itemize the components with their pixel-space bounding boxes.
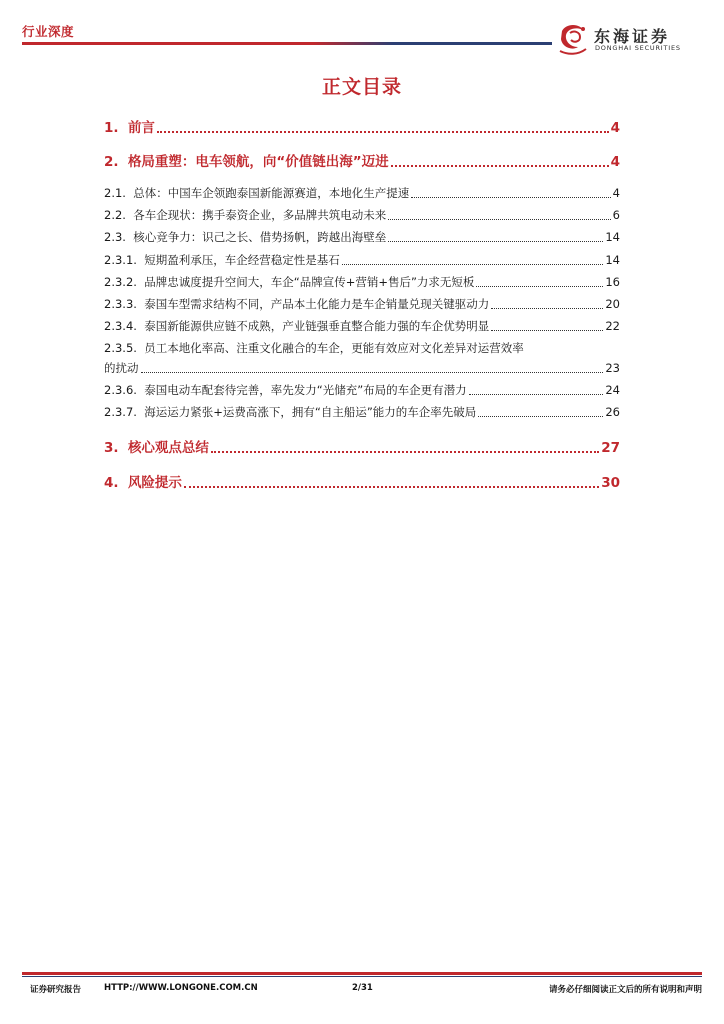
- header-rule: [22, 42, 552, 45]
- toc-item-2-3-5[interactable]: [104, 360, 620, 376]
- toc-page: 14: [605, 253, 620, 267]
- toc-leader: [184, 486, 599, 488]
- toc-label: 泰国新能源供应链不成熟，产业链强垂直整合能力强的车企优势明显: [144, 319, 490, 333]
- toc-label: 短期盈利承压，车企经营稳定性是基石: [144, 253, 340, 267]
- toc-item-2-2[interactable]: [104, 207, 620, 223]
- toc-page: 4: [612, 186, 620, 200]
- toc-number: 2.3.3.: [104, 297, 137, 311]
- toc-label: 风险提示: [127, 475, 182, 491]
- toc-label: 海运运力紧张+运费高涨下，拥有“自主船运”能力的车企率先破局: [144, 405, 477, 419]
- toc-label-continued: 的扰动: [104, 361, 139, 375]
- toc-page: 27: [601, 440, 620, 456]
- toc-label: 泰国电动车配套待完善，率先发力“光储充”布局的车企更有潜力: [144, 383, 467, 397]
- toc-number: 2.3.7.: [104, 405, 137, 419]
- logo-english-name: DONGHAI SECURITIES: [595, 44, 681, 52]
- toc-leader: [342, 264, 604, 265]
- toc-number: 2.3.2.: [104, 275, 137, 289]
- toc-leader: [157, 131, 609, 133]
- footer-report-label: 证券研究报告: [30, 985, 82, 995]
- toc-number: 2.3.1.: [104, 253, 137, 267]
- toc-item-2-3-3[interactable]: [104, 296, 620, 312]
- toc-item-4[interactable]: [104, 471, 620, 491]
- toc-leader: [388, 241, 603, 242]
- toc-label: 总体：中国车企领跑泰国新能源赛道，本地化生产提速: [133, 186, 410, 200]
- toc-page: 22: [605, 319, 620, 333]
- toc-number: 2.3.5.: [104, 341, 137, 355]
- toc-page: 30: [601, 475, 620, 491]
- toc-number: 1.: [104, 120, 119, 136]
- toc-item-2-3-2[interactable]: [104, 274, 620, 290]
- toc-item-2-3-7[interactable]: [104, 404, 620, 420]
- toc-item-2[interactable]: [104, 150, 620, 170]
- page-title: 正文目录: [321, 76, 402, 98]
- toc-page: 24: [605, 383, 620, 397]
- toc-leader: [491, 330, 603, 331]
- toc-label: 泰国车型需求结构不同，产品本土化能力是车企销量兑现关键驱动力: [144, 297, 490, 311]
- toc-page: 14: [605, 230, 620, 244]
- toc-leader: [411, 197, 610, 198]
- company-logo: [556, 21, 706, 57]
- toc-leader: [211, 451, 599, 453]
- toc-page: 4: [610, 120, 620, 136]
- toc-leader: [476, 286, 603, 287]
- toc-page: 4: [610, 154, 620, 170]
- toc-page: 6: [612, 208, 620, 222]
- toc-number: 2.3.6.: [104, 383, 137, 397]
- footer-disclaimer: 请务必仔细阅读正文后的所有说明和声明: [548, 985, 702, 995]
- toc-item-2-3[interactable]: [104, 229, 620, 245]
- toc-item-1[interactable]: [104, 116, 620, 136]
- toc-label: 核心竞争力：识己之长、借势扬帆，跨越出海壁垒: [133, 230, 387, 244]
- report-type-tag: 行业深度: [22, 24, 75, 39]
- toc-label: 格局重塑：电车领航，向“价值链出海”迈进: [127, 154, 389, 170]
- toc-number: 2.2.: [104, 208, 126, 222]
- toc-label: 员工本地化率高、注重文化融合的车企，更能有效应对文化差异对运营效率: [144, 341, 524, 355]
- toc-item-2-3-4[interactable]: [104, 318, 620, 334]
- footer-rule-secondary: [22, 976, 702, 977]
- toc-number: 2.3.: [104, 230, 126, 244]
- footer-rule: [22, 972, 702, 975]
- toc-page: 16: [605, 275, 620, 289]
- toc-label: 前言: [127, 120, 155, 136]
- toc-item-3[interactable]: [104, 436, 620, 456]
- toc-item-2-3-1[interactable]: [104, 252, 620, 268]
- logo-chinese-name: 东海证券: [594, 27, 671, 46]
- toc-item-2-3-5-line1[interactable]: [104, 340, 620, 356]
- toc-page: 20: [605, 297, 620, 311]
- toc-item-2-3-6[interactable]: [104, 382, 620, 398]
- toc-page: 23: [605, 361, 620, 375]
- toc-label: 核心观点总结: [127, 440, 209, 456]
- toc-number: 3.: [104, 440, 119, 456]
- footer-website-link[interactable]: HTTP://WWW.LONGONE.COM.CN: [104, 983, 258, 993]
- toc-number: 2.3.4.: [104, 319, 137, 333]
- toc-page: 26: [605, 405, 620, 419]
- logo-emblem-icon: [556, 21, 590, 57]
- toc-number: 2.1.: [104, 186, 126, 200]
- toc-number: 4.: [104, 475, 119, 491]
- toc-leader: [469, 394, 604, 395]
- toc-leader: [141, 372, 604, 373]
- toc-leader: [491, 308, 603, 309]
- toc-leader: [478, 416, 603, 417]
- toc-number: 2.: [104, 154, 119, 170]
- toc-item-2-1[interactable]: [104, 185, 620, 201]
- toc-label: 品牌忠诚度提升空间大，车企“品牌宣传+营销+售后”力求无短板: [144, 275, 475, 289]
- toc-leader: [391, 165, 609, 167]
- toc-leader: [388, 219, 610, 220]
- toc-label: 各车企现状：携手泰资企业，多品牌共筑电动未来: [133, 208, 387, 222]
- footer-page-number: 2/31: [352, 983, 373, 993]
